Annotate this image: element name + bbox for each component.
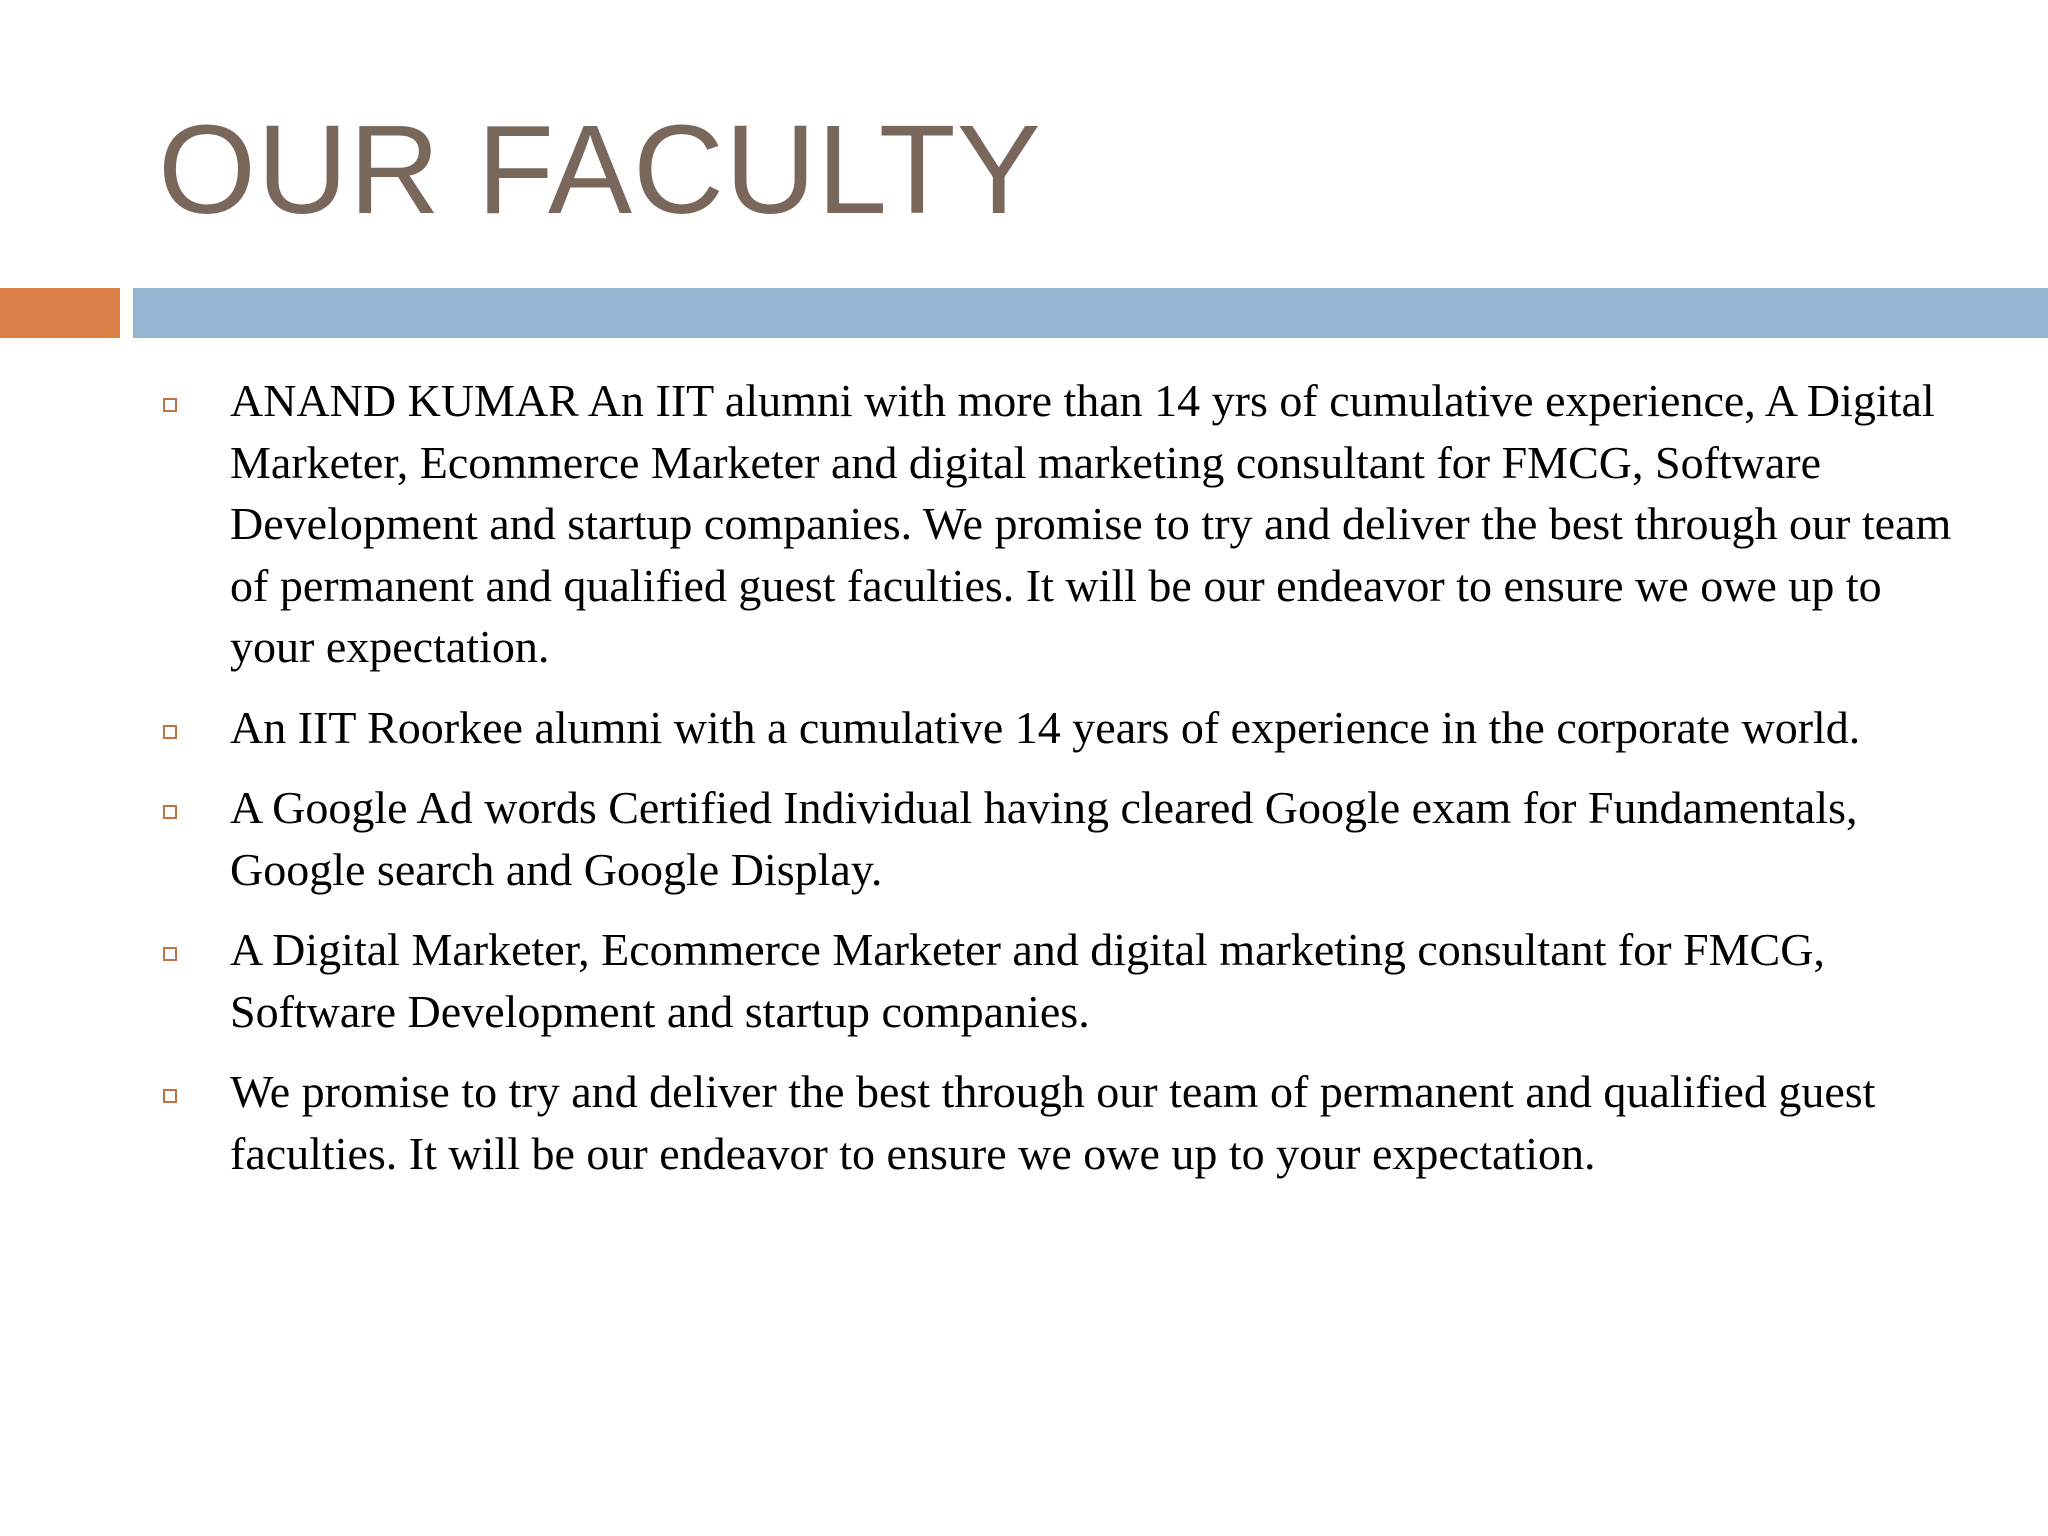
bullet-item-3 — [158, 777, 1958, 900]
hollow-square-icon — [163, 398, 177, 412]
bullet-item-5 — [158, 1061, 1958, 1184]
bullet-text: We promise to try and deliver the best through our team of permanent and qualified guest faculties. It will be our endeavor to ensure we owe up to your expectation. — [230, 1066, 1876, 1179]
accent-bar-orange — [0, 288, 120, 338]
hollow-square-icon — [163, 805, 177, 819]
bullet-text: An IIT Roorkee alumni with a cumulative 14 years of experience in the corporate world. — [230, 701, 1861, 753]
hollow-square-icon — [163, 1089, 177, 1103]
accent-bar-blue — [133, 288, 2048, 338]
slide-title: OUR FACULTY — [158, 99, 1042, 240]
bullet-item-4 — [158, 919, 1958, 1042]
bullet-item-1 — [158, 370, 1958, 678]
bullet-text: ANAND KUMAR An IIT alumni with more than 14 yrs of cumulative experience, A Digital Marketer, Ecommerce Marketer and digital marketing consultant for FMCG, Software Development and startup companies. We promise to try and deliver the best through our team of permanent and qualified guest faculties. It will be our endeavor to ensure we owe up to your expectation. — [230, 375, 1952, 672]
bullet-item-2 — [158, 697, 1958, 759]
bullet-text: A Google Ad words Certified Individual having cleared Google exam for Fundamentals, Google search and Google Display. — [230, 782, 1858, 895]
hollow-square-icon — [163, 725, 177, 739]
bullet-text: A Digital Marketer, Ecommerce Marketer and digital marketing consultant for FMCG, Software Development and startup companies. — [230, 924, 1825, 1037]
hollow-square-icon — [163, 947, 177, 961]
bullet-list — [158, 370, 1958, 1203]
